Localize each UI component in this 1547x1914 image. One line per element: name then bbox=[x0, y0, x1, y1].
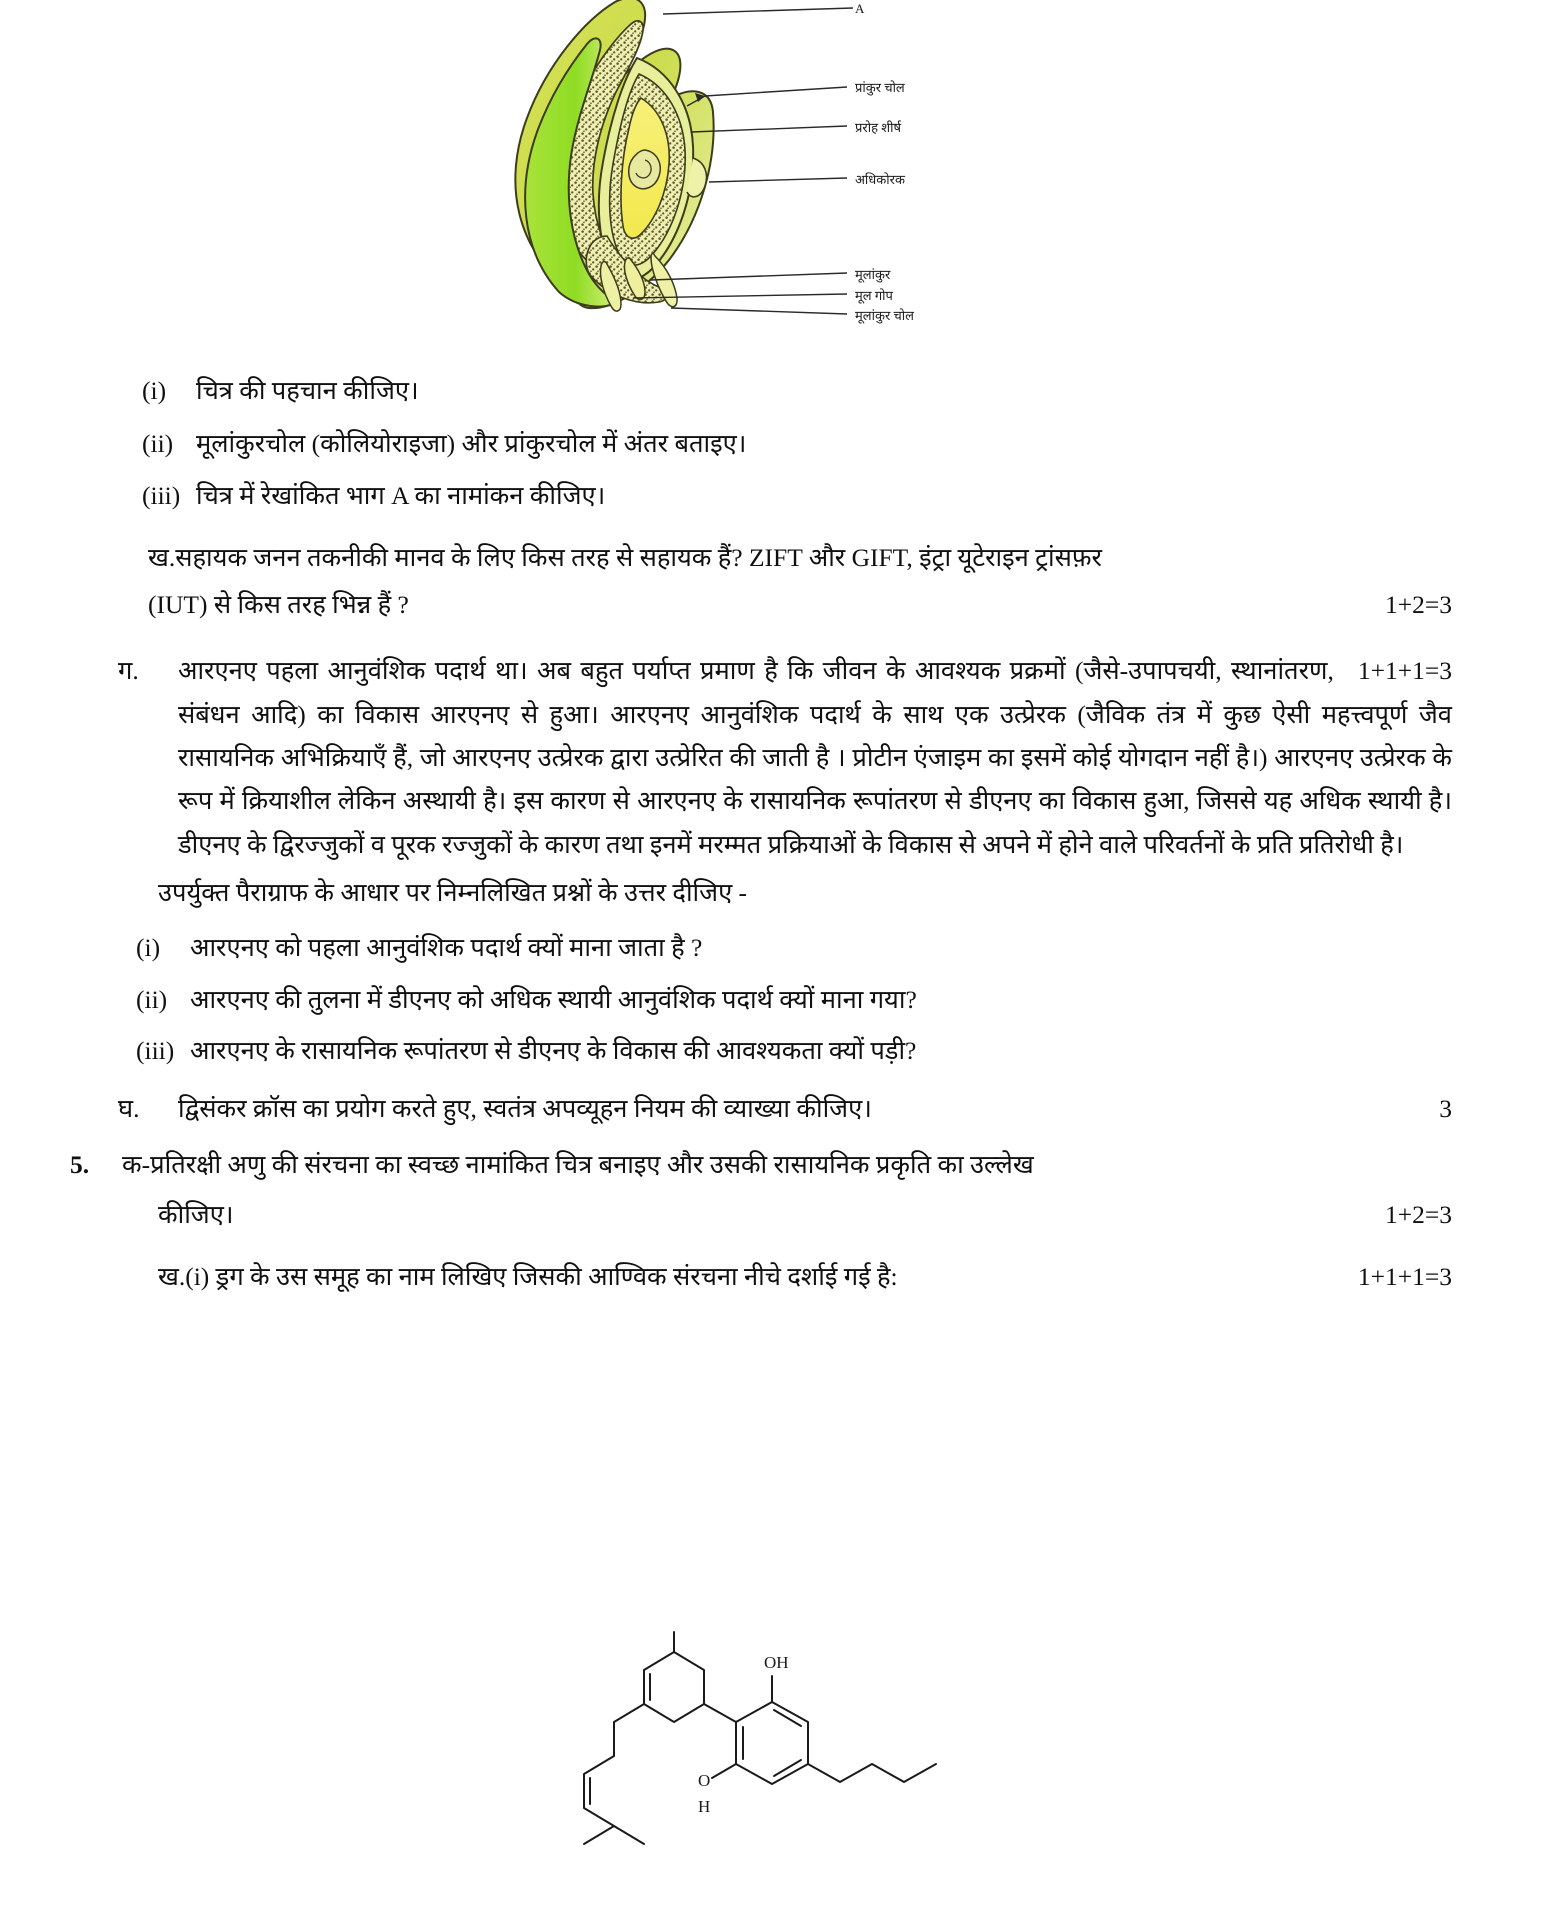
sub-item-1-ii bbox=[70, 428, 1452, 458]
text-2-ii: आरएनए की तुलना में डीएनए को अधिक स्थायी आनुवंशिक पदार्थ क्यों माना गया? bbox=[190, 984, 917, 1014]
text-2-iii: आरएनए के रासायनिक रूपांतरण से डीएनए के विकास की आवश्यकता क्यों पड़ी? bbox=[190, 1036, 917, 1066]
terminal-methyl-2 bbox=[584, 1826, 614, 1844]
leader-line-prankur-chol bbox=[705, 87, 847, 96]
label-a: A bbox=[855, 1, 865, 16]
label-praroh-shirsh: प्ररोह शीर्ष bbox=[855, 120, 901, 135]
ring-double-bond-2 bbox=[774, 1710, 801, 1726]
bond-to-oh-lower bbox=[712, 1764, 736, 1778]
aromatic-ring bbox=[736, 1702, 808, 1784]
cyclohexene-ring bbox=[644, 1652, 704, 1722]
part-kha-line2 bbox=[70, 583, 1452, 627]
label-o-bottom: O bbox=[698, 1771, 711, 1790]
part-gha-text: द्विसंकर क्रॉस का प्रयोग करते हुए, स्वतंत्र अपव्यूहन नियम की व्याख्या कीजिए। bbox=[178, 1093, 872, 1123]
part-ga bbox=[70, 649, 1452, 866]
part-gha-marks: 3 bbox=[1439, 1093, 1452, 1123]
part-kha-marks: 1+2=3 bbox=[1384, 590, 1452, 620]
q5-part-kha-text: ख.(i) ड्रग के उस समूह का नाम लिखिए जिसकी आण्विक संरचना नीचे दर्शाई गई है: bbox=[158, 1261, 898, 1291]
marker-1-i: (i) bbox=[142, 376, 167, 405]
sub-item-2-iii bbox=[70, 1038, 1452, 1064]
sub-item-2-i bbox=[70, 935, 1452, 961]
label-mulankur: मूलांकुर bbox=[855, 267, 891, 282]
isoprenyl-chain bbox=[584, 1704, 644, 1826]
label-prankur-chol: प्रांकुर चोल bbox=[855, 80, 905, 95]
monocot-embryo-figure bbox=[0, 0, 1547, 370]
text-1-i: चित्र की पहचान कीजिए। bbox=[196, 376, 419, 405]
q5-part-ka-text-line2: कीजिए। bbox=[158, 1199, 234, 1229]
text-1-iii: चित्र में रेखांकित भाग A का नामांकन कीजिए। bbox=[196, 481, 606, 510]
lead-in-line bbox=[70, 872, 1452, 913]
marker-1-ii: (ii) bbox=[142, 428, 174, 458]
ring-double-bond-3 bbox=[774, 1760, 801, 1776]
terminal-methyl-1 bbox=[614, 1826, 644, 1844]
part-kha-line1 bbox=[70, 536, 1452, 580]
part-ga-label: ग. bbox=[118, 656, 139, 686]
q5-part-kha-marks: 1+1+1=3 bbox=[1357, 1261, 1452, 1291]
part-kha-text-line1: ख.सहायक जनन तकनीकी मानव के लिए किस तरह से सहायक हैं? ZIFT और GIFT, इंट्रा यूटेराइन ट्रांसफ़र bbox=[148, 542, 1102, 572]
q5-part-ka-text-line1: क-प्रतिरक्षी अणु की संरचना का स्वच्छ नामांकित चित्र बनाइए और उसकी रासायनिक प्रकृति का उल्लेख bbox=[122, 1150, 1034, 1180]
sub-item-2-ii bbox=[70, 984, 1452, 1014]
pentyl-chain bbox=[808, 1764, 936, 1782]
part-ga-text: आरएनए पहला आनुवंशिक पदार्थ था। अब बहुत पर्याप्त प्रमाण है कि जीवन के आवश्यक प्रक्रमों (जैसे-उपापचयी, स्थानांतरण, संबंधन आदि) का विकास आरएनए से हुआ। आरएनए आनुवंशिक पदार्थ के साथ एक उत्प्रेरक (जैविक तंत्र में कुछ ऐसी महत्त्वपूर्ण जैव रासायनिक अभिक्रियाएँ हैं, जो आरएनए उत्प्रेरक द्वारा उत्प्रेरित की जाती है । प्रोटीन एंजाइम का इसमें कोई योगदान नहीं है।) आरएनए उत्प्रेरक के रूप में क्रियाशील लेकिन अस्थायी है। इस कारण से आरएनए के रासायनिक रूपांतरण से डीएनए का विकास हुआ, जिससे यह अधिक स्थायी है। डीएनए के द्विरज्जुकों व पूरक रज्जुकों के कारण तथा इनमें मरम्मत प्रक्रियाओं के विकास से अपने में होने वाले परिवर्तनों के प्रति प्रतिरोधी है। bbox=[178, 656, 1452, 859]
part-gha bbox=[70, 1088, 1452, 1129]
text-1-ii: मूलांकुरचोल (कोलियोराइजा) और प्रांकुरचोल में अंतर बताइए। bbox=[196, 428, 747, 458]
q5-part-ka-line1 bbox=[70, 1143, 1452, 1187]
label-h-bottom: H bbox=[698, 1797, 711, 1816]
leader-line-mulankur-chol bbox=[671, 308, 847, 314]
lead-in-text: उपर्युक्त पैराग्राफ के आधार पर निम्नलिखित प्रश्नों के उत्तर दीजिए - bbox=[158, 877, 748, 907]
sub-item-1-iii bbox=[70, 483, 1452, 509]
q5-part-ka-marks: 1+2=3 bbox=[1384, 1199, 1452, 1229]
label-mulankur-chol: मूलांकुर चोल bbox=[855, 308, 914, 323]
q5-part-kha bbox=[70, 1255, 1452, 1299]
marker-2-iii: (iii) bbox=[136, 1036, 175, 1066]
leader-line-adhikorak bbox=[709, 178, 847, 182]
label-adhikorak: अधिकोरक bbox=[855, 172, 905, 187]
question-text-body bbox=[0, 378, 1547, 1305]
label-oh-top: OH bbox=[764, 1653, 789, 1672]
marker-1-iii: (iii) bbox=[142, 481, 181, 510]
label-mul-gop: मूल गोप bbox=[855, 288, 893, 303]
leader-line-mulankur bbox=[651, 273, 847, 280]
part-gha-label: घ. bbox=[118, 1093, 140, 1123]
part-kha-text-line2: (IUT) से किस तरह भिन्न हैं ? bbox=[148, 590, 409, 620]
q5-number: 5. bbox=[70, 1150, 90, 1180]
leader-line-a bbox=[663, 8, 853, 14]
sub-item-1-i bbox=[70, 378, 1452, 404]
marker-2-ii: (ii) bbox=[136, 984, 168, 1014]
cannabidiol-structure-figure bbox=[0, 1630, 1547, 1910]
marker-2-i: (i) bbox=[136, 933, 161, 963]
text-2-i: आरएनए को पहला आनुवंशिक पदार्थ क्यों माना जाता है ? bbox=[190, 933, 703, 963]
q5-part-ka-line2 bbox=[70, 1193, 1452, 1237]
part-ga-marks: 1+1+1=3 bbox=[1357, 656, 1452, 686]
bond-ring-to-terpene bbox=[704, 1704, 736, 1722]
